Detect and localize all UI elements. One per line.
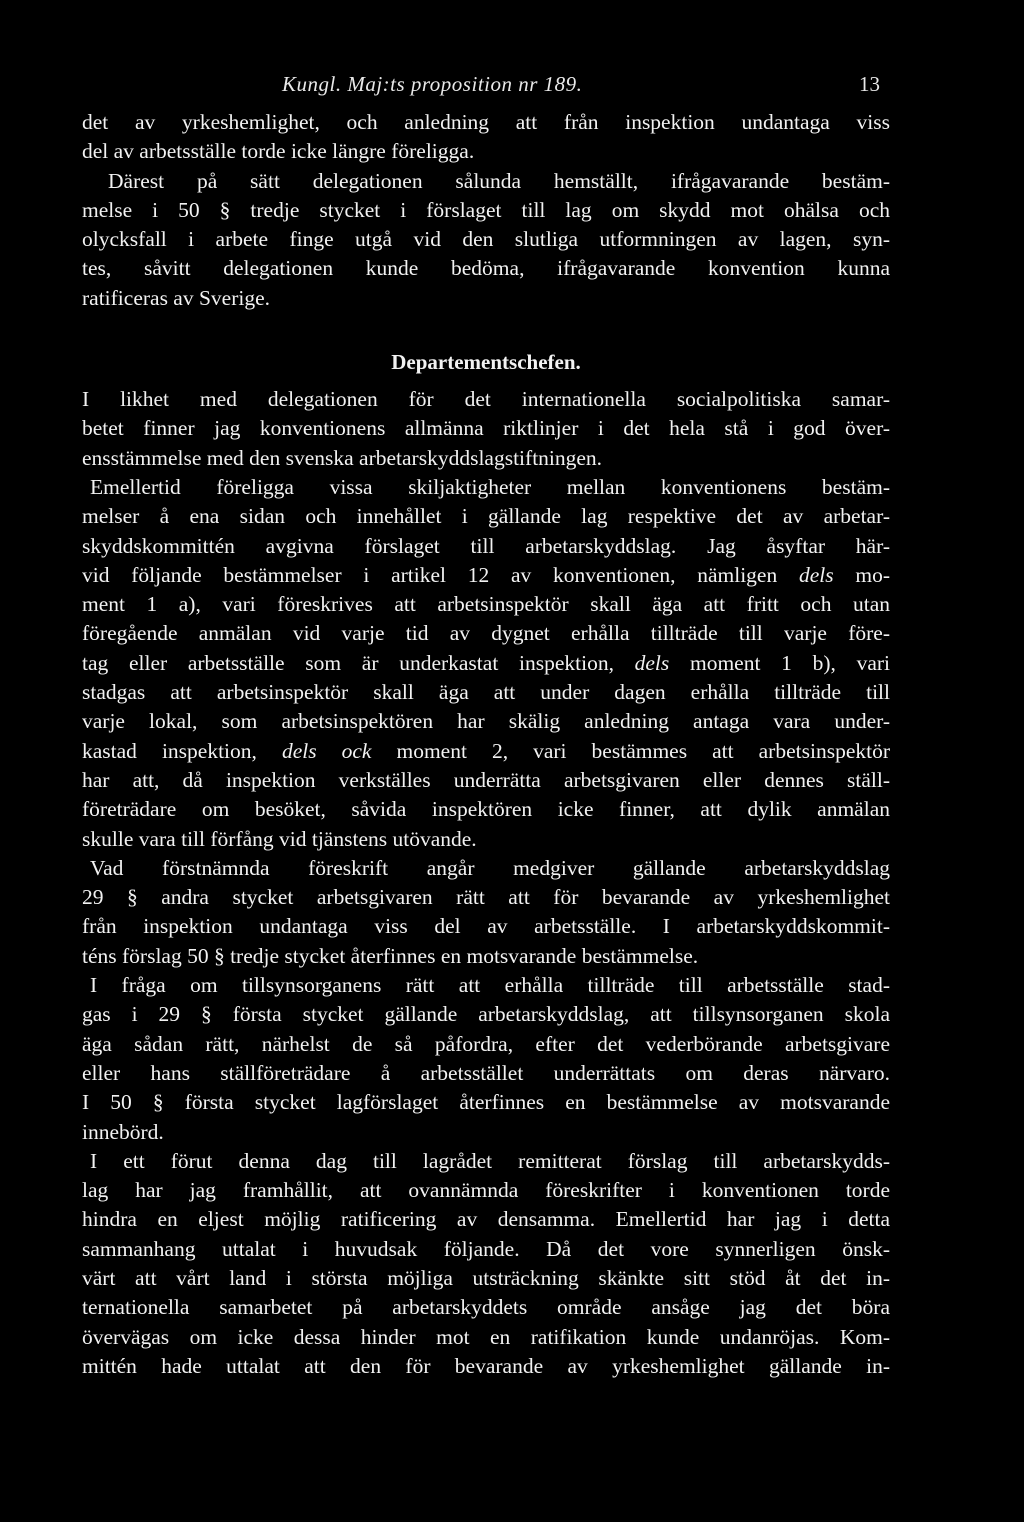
header-title: Kungl. Maj:ts proposition nr 189.: [282, 72, 583, 96]
text-line: melse i 50 § tredje stycket i förslaget till lag om skydd mot ohälsa och: [82, 197, 890, 222]
text-line: värt att vårt land i största möjliga utsträckning skänkte sitt stöd åt det in-: [82, 1265, 890, 1290]
text-line: övervägas om icke dessa hinder mot en ratifikation kunde undanröjas. Kom-: [82, 1324, 890, 1349]
section-heading: Departementschefen.: [391, 350, 581, 375]
text-segment: moment 1 b), vari: [669, 650, 890, 675]
text-line: del av arbetsställe torde icke längre föreligga.: [82, 139, 475, 164]
text-segment: mo-: [833, 562, 890, 587]
text-line: I likhet med delegationen för det internationella socialpolitiska samar-: [82, 387, 890, 412]
text-line: äga sådan rätt, närhelst de så påfordra, efter det vederbörande arbetsgivare: [82, 1031, 890, 1056]
text-segment: kastad inspektion,: [82, 738, 282, 763]
paragraph-block-2: [82, 385, 890, 1381]
italic-segment: dels ock: [281, 738, 372, 763]
text-line: skyddskommittén avgivna förslaget till arbetarskyddslag. Jag åsyftar här-: [82, 533, 890, 558]
running-header: [82, 72, 890, 102]
text-segment: moment 2, vari bestämmes att arbetsinspektör: [371, 738, 890, 763]
paragraph-block-1: [82, 108, 890, 313]
text-line: gas i 29 § första stycket gällande arbetarskyddslag, att tillsynsorganen skola: [82, 1002, 890, 1027]
text-line: eller hans ställföreträdare å arbetsstället underrättats om deras närvaro.: [82, 1060, 890, 1085]
text-line: varje lokal, som arbetsinspektören har skälig anledning antaga vara under-: [82, 709, 890, 734]
text-line: téns förslag 50 § tredje stycket återfinnes en motsvarande bestämmelse.: [82, 943, 699, 968]
text-line: [82, 737, 890, 766]
text-line: [82, 649, 890, 678]
page-number: 13: [859, 72, 880, 96]
text-segment: tag eller arbetsställe som är underkastat inspektion,: [82, 650, 635, 675]
text-line: lag har jag framhållit, att ovannämnda föreskrifter i konventionen torde: [82, 1178, 890, 1203]
text-line: [82, 561, 890, 590]
text-line: ensstämmelse med den svenska arbetarskyddslagstiftningen.: [82, 445, 603, 470]
italic-segment: dels: [798, 562, 834, 587]
text-line: ment 1 a), vari föreskrives att arbetsinspektör skall äga att fritt och utan: [82, 592, 890, 617]
text-line: det av yrkeshemlighet, och anledning att från inspektion undantaga viss: [82, 110, 890, 134]
text-line: företrädare om besöket, såvida inspektören icke finner, att dylik anmälan: [82, 797, 890, 822]
text-line: betet finner jag konventionens allmänna riktlinjer i det hela stå i god över-: [82, 416, 890, 441]
text-line: Emellertid föreligga vissa skiljaktigheter mellan konventionens bestäm-: [90, 474, 890, 499]
text-line: olycksfall i arbete finge utgå vid den slutliga utformningen av lagen, syn-: [82, 227, 890, 252]
text-line: tes, såvitt delegationen kunde bedöma, ifrågavarande konvention kunna: [82, 256, 890, 281]
text-line: föregående anmälan vid varje tid av dygnet erhålla tillträde till varje före-: [82, 621, 890, 646]
text-line: från inspektion undantaga viss del av arbetsställe. I arbetarskyddskommit-: [82, 914, 890, 939]
text-line: skulle vara till förfång vid tjänstens utövande.: [82, 826, 477, 851]
text-line: 29 § andra stycket arbetsgivaren rätt att för bevarande av yrkeshemlighet: [82, 885, 890, 910]
text-line: Vad förstnämnda föreskrift angår medgiver gällande arbetarskyddslag: [90, 855, 890, 880]
text-line: ternationella samarbetet på arbetarskyddets område ansåge jag det böra: [82, 1295, 890, 1320]
text-segment: vid följande bestämmelser i artikel 12 av konventionen, nämligen: [82, 562, 799, 587]
text-line: melser å ena sidan och innehållet i gällande lag respektive det av arbetar-: [82, 504, 890, 529]
text-line: ratificeras av Sverige.: [82, 285, 271, 310]
italic-segment: dels: [634, 650, 670, 675]
document-page: [82, 72, 890, 1381]
text-line: hindra en eljest möjlig ratificering av densamma. Emellertid har jag i detta: [82, 1207, 890, 1232]
text-line: I ett förut denna dag till lagrådet remitterat förslag till arbetarskydds-: [90, 1148, 890, 1173]
text-line: sammanhang uttalat i huvudsak följande. Då det vore synnerligen önsk-: [82, 1236, 890, 1261]
text-line: I 50 § första stycket lagförslaget återfinnes en bestämmelse av motsvarande: [82, 1090, 890, 1115]
text-line: I fråga om tillsynsorganens rätt att erhålla tillträde till arbetsställe stad-: [90, 973, 890, 998]
text-line: stadgas att arbetsinspektör skall äga att under dagen erhålla tillträde till: [82, 680, 890, 705]
text-line: Därest på sätt delegationen sålunda hemställt, ifrågavarande bestäm-: [108, 168, 890, 193]
text-line: innebörd.: [82, 1119, 164, 1144]
text-line: mittén hade uttalat att den för bevarande av yrkeshemlighet gällande in-: [82, 1353, 890, 1378]
text-line: har att, då inspektion verkställes underrätta arbetsgivaren eller dennes ställ-: [82, 767, 890, 792]
